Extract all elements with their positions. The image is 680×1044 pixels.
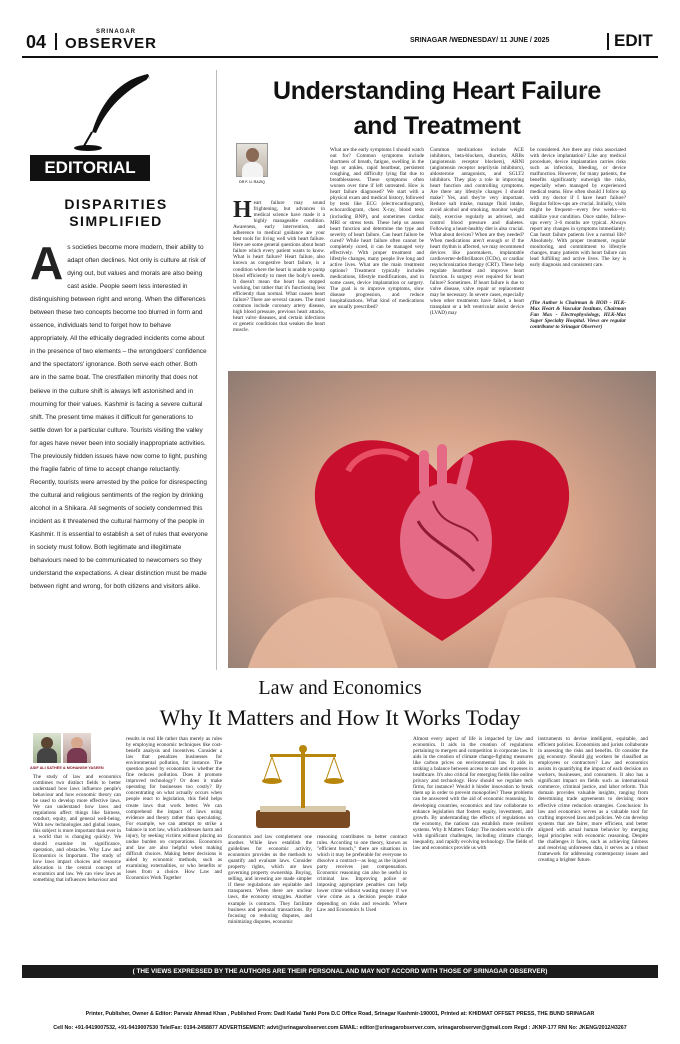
disclaimer-bar bbox=[22, 965, 658, 978]
law-col-6 bbox=[538, 736, 648, 956]
imprint-line-2: Cell No: +91-9419007532, +91-9419007530 Tele/Fax: 0194-2458877 ADVERTISEMENT: advt@srinagarobserver.com EMAIL: editor@srinagarobserver.com, srinagarobserver@gmail.com Regd : JKNP-177 RNI No: JKENG/2012/43267 bbox=[53, 1025, 627, 1031]
heart-byline: DR F. U. RAZIQ bbox=[239, 180, 265, 184]
editorial-title: DISPARITIES SIMPLIFIED bbox=[64, 196, 168, 229]
law-author-photos bbox=[33, 733, 91, 763]
author-photo-2 bbox=[63, 733, 91, 763]
quill-pen-icon bbox=[70, 70, 160, 152]
heart-col-1-text: eart failure may sound frightening, but advances in medical science have made it a highly manageable condition. Awareness, early intervention, and adherence to medical guidance are your best tools for living well with heart failure. Here are some general questions about heart failure which every patient wants to know. What is heart failure? Heart failure, also known as congestive heart failure, is a condition where the heart is unable to pump blood efficiently to meet the body's needs. It doesn't mean the heart has stopped working, but rather that it's functioning less efficiently than normal. What causes heart failure? There are several causes. The most common include coronary artery disease, high blood pressure, previous heart attacks, heart valve diseases, and certain infections or genetic conditions that weaken the heart muscle. bbox=[233, 200, 325, 333]
scales-of-justice-icon bbox=[248, 740, 358, 832]
header-divider-right bbox=[607, 33, 609, 50]
editorial-label: EDITORIAL bbox=[30, 155, 150, 181]
heart-headline-2: and Treatment bbox=[353, 112, 521, 140]
law-col-4-text: reasoning contributes to better contract rules. According to one theory, known as "efficient breach," there are situations in which it may be preferable for everyone to dissolve a contract—as long as the injured party receives just compensation. Economic reasoning can also be useful in criminal law. Improving police or imposing appropriate penalties can help lower crime without wasting money if we view crime as a decision people make depending on risks and rewards. Where Law and Economics Is Used bbox=[317, 834, 407, 913]
disclaimer-text: ( THE VIEWS EXPRESSED BY THE AUTHORS ARE THEIR PERSONAL AND MAY NOT ACCORD WITH THOSE OF SRINAGAR OBSERVER) bbox=[132, 968, 548, 975]
page-header bbox=[22, 28, 658, 54]
brand-top: SRINAGAR bbox=[96, 29, 137, 35]
heart-col-4-text: be considered. Are there any risks associated with device implantation? Like any medical procedure, device implantation carries risks such as infection, bleeding, or device malfunction. However, for many patients, the benefits significantly outweigh the risks, especially when managed by experienced medical teams. How often should I follow up with my doctor if I have heart failure? Regular follow-ups are crucial. Initially, visits might be frequent—every few weeks—to stabilize your condition. Once stable, follow-ups every 3–6 months are typical. Always report any changes in symptoms immediately. Can heart failure patients live a normal life? Absolutely. With proper treatment, regular monitoring, and commitment to lifestyle changes, many patients with heart failure can lead fulfilling and active lives. The key is early diagnosis and consistent care. bbox=[530, 147, 626, 268]
editorial-body: s societies become more modern, their ability to adapt often declines. Not only is culture at risk of dying out, but values and morals are also being cast aside. People seem less interested in distinguishing between right and wrong. When the differences between these two concepts become too blurred in form and essence, individuals tend to forget how to behave appropriately. All the ethically degraded incidents come about in the presence of two elements – the wrongdoers' confidence and the spectators' ignorance. Both serve each other. Both are in the same boat. The crestfallen minority that does not believe in the culture shift is always left astonished and in mourning for their values. Kashmir is facing a severe cultural shift. The present time makes it difficult for generations to settle down for a particular culture. Tourists visiting the valley for ages have never been into socially inappropriate activities. The previously hidden issues have now come to light, pushing the fragile fabric of time to accept change reluctantly. Recently, tourists were arrested by the police for disrespecting the cultural and religious sentiments of the region by drinking alcohol in a Shikara. All segments of society condemned this incident as it threatened the cultural harmony of the people in Kashmir. It is essential to establish a set of rules that everyone in society must follow. Both legitimate and illegitimate behaviours need to be communicated to newcomers so they understand the expectations. A clear distinction must be made between right and wrong, for both citizens and visitors alike. bbox=[30, 244, 208, 591]
page-number: 04 bbox=[26, 32, 47, 52]
heart-col-3-text: Common medications include ACE inhibitors, beta-blockers, diuretics, ARBs (angiotensin receptor blockers), ARNI (angiotensin receptor neprilysin inhibitors), aldosterone antagonists, and SGLT2 inhibitors. They play a role in improving heart function and controlling symptoms. Are there any lifestyle changes I should make? Yes, and they're very important. Reduce salt intake, manage fluid intake, avoid alcohol and smoking, monitor weight daily, exercise regularly as advised, and control blood pressure and diabetes. Following a heart-healthy diet is also crucial. What about devices? When are they needed? When medications aren't enough or if the heart rhythm is affected, we may recommend devices like pacemakers, implantable cardioverter-defibrillators (ICDs), or cardiac resynchronization therapy (CRT). These help regulate heartbeat and improve heart function. Is surgery ever required for heart failure? Sometimes. If heart failure is due to valve disease, valve repair or replacement may be necessary. In severe cases, especially when other treatments have failed, a heart transplant or a left ventricular assist device (LVAD) may bbox=[430, 147, 524, 317]
law-col-3-text: Economics and law complement one another. While laws establish the guidelines for economic activity, economics provides us the methods to quantify and evaluate laws. Consider property rights, which are laws governing property ownership. Buying, selling, and investing are made simpler if these regulations are equitable and transparent. When there are unclear laws, the economy struggles. Another example is contracts. They facilitate business and personal transactions. By focusing on reducing disputes, and minimizing disputes, economic bbox=[228, 834, 312, 925]
editorial-divider bbox=[216, 70, 217, 670]
imprint-line-1: Printer, Publisher, Owner & Editor: Parvaiz Ahmad Khan , Published From: Dadi Kadal Tanki Pora D.C Office Road, Srinagar Kashmir-190001, Printed at: KHIDMAT OFFSET PRESS, THE BUND SRINAGAR bbox=[85, 1011, 595, 1017]
law-byline: ASIF ALI SATHEE & MOHANISH YASEEN bbox=[30, 766, 104, 770]
heart-col-3 bbox=[430, 147, 524, 370]
law-col-4 bbox=[317, 834, 407, 956]
dateline: SRINAGAR /WEDNESDAY/ 11 JUNE / 2025 bbox=[410, 37, 550, 44]
header-divider bbox=[55, 33, 57, 50]
law-col-1-text: The study of law and economics combines two distinct fields to better understand how laws influence people's behaviour and how economic theory can be used to develop more effective laws. We can understand how laws and regulations affect things like fairness, conduct, equity, and general well-being. With new technologies and global issues, this subject is more important than ever in a world that is changing quickly. We should examine its significance, operation, and obstacles. Why Law and Economics is Important. The study of how laws impact choices and resource allocation is the central concept of economics and law. We can view laws as something that influences behaviour and bbox=[33, 774, 121, 883]
header-rule bbox=[22, 56, 658, 58]
law-col-1 bbox=[33, 774, 121, 956]
law-col-5 bbox=[413, 736, 533, 956]
brand-name: OBSERVER bbox=[65, 35, 157, 52]
law-col-5-text: Almost every aspect of life is impacted by law and economics. It aids in the creation of regulations pertaining to mergers and competition in corporate law. It aids in the creation of climate change-fighting measures like carbon prices on environmental law. It aids in striking a balance between access to care and expenses in healthcare. It's also critical for emerging fields like online privacy and technology. How should we regulate tech firms, for instance? Would it hinder innovation to break them up in order to prevent monopolies? These problems can be answered with the aid of economic reasoning. In developing countries, economics and law collaborate to enhance legislation that fosters equity, investment, and growth. By understanding the effects of regulations on the economy, the nations can establish more resilient systems. Why It Matters Today: The modern world is rife with significant challenges, including climate change, inequality, and rapidly evolving technology. The fields of law and economics provide us with bbox=[413, 736, 533, 851]
heart-col-4 bbox=[530, 147, 626, 297]
heart-headline-1: Understanding Heart Failure bbox=[272, 77, 602, 105]
heart-drop-cap: H bbox=[233, 200, 252, 223]
editorial-body-block bbox=[30, 241, 208, 666]
heart-image bbox=[228, 371, 656, 668]
law-col-2-text: results in real life rather than merely as rules by employing economic techniques like cost-benefit analysis and incentives. Consider a law that penalizes businesses for environmental pollution, for instance. The question posed by economists is whether the fine reduces pollution. Does it promote improved technology? Or does it make operating for businesses too costly? By concentrating on what actually occurs when people react to legislation, this field helps create laws that work better. We can comprehend the impact of laws using evidence and theory rather than speculating. For example, we can attempt to strike a balance in tort law, which addresses harm and injury, by seeking victims without placing an undue burden on corporations. Economics and law are also helpful when making difficult choices. Making better decisions is aided by economic methods, such as examining externalities, or who benefits or loses from a choice. How Law and Economics Work Together bbox=[126, 736, 222, 882]
law-headline-1: Law and Economics bbox=[258, 677, 422, 699]
heart-author-note-text: (The Author is Chairman & HOD - HLK-Max Heart & Vascular Institute, Chairman Fan Max - Electrophysiology, HLK-Max Super Specialty Hospital. Views are regular contributor to Srinagar Observer) bbox=[530, 300, 626, 331]
heart-col-2 bbox=[330, 147, 424, 370]
law-headline-2: Why It Matters and How It Works Today bbox=[159, 705, 521, 730]
heart-col-2-text: What are the early symptoms I should watch out for? Common symptoms include shortness of breath, fatigue, swelling in the legs or ankles, rapid heartbeat, persistent coughing, and difficulty lying flat due to breathlessness. These symptoms often worsen over time if left untreated. How is heart failure diagnosed? We start with a physical exam and medical history, followed by tests like ECG (electrocardiogram), echocardiogram, chest X-ray, blood tests (including BNP), and sometimes cardiac MRI or stress tests. These help us assess heart function and determine the type and severity of heart failure. Can heart failure be cured? While heart failure often cannot be completely cured, it can be managed very effectively. With proper treatment and lifestyle changes, many people live long and active lives. What are the main treatment options? Treatment typically includes medications, lifestyle modifications, and in some cases, device implantation or surgery. The goal is to improve symptoms, slow disease progression, and reduce hospitalizations. What kind of medications are usually prescribed? bbox=[330, 147, 424, 311]
law-col-3 bbox=[228, 834, 312, 956]
editorial-drop-cap: A bbox=[30, 241, 64, 289]
heart-author-note bbox=[530, 300, 626, 368]
section-label: EDIT bbox=[614, 31, 653, 50]
heart-col-1 bbox=[233, 200, 325, 370]
author-photo-1 bbox=[33, 733, 61, 763]
law-col-6-text: instruments to devise intelligent, equitable, and efficient policies. Economists and jurists collaborate in assessing the risks and benefits. Or consider the gig economy. Should gig workers be classified as employees or contractors? Law and economics assists in quantifying the impact of each decision on workers, businesses, and consumers. It also has a significant impact on fields such as international commerce, criminal justice, and labor reform. This domain provides valuable insights, ranging from determining trade agreements to devising more effective crime reduction strategies. Conclusion: In law and economics serves as a valuable tool for crafting improved laws and policies. We can develop systems that are fairer, more efficient, and better aligned with actual human behavior by merging legal principles with economic reasoning. Despite the challenges it faces, such as achieving fairness and resolving unforeseen data, it serves as a robust framework for addressing contemporary issues and creating a brighter future. bbox=[538, 736, 648, 863]
author-photo bbox=[236, 143, 268, 177]
law-col-2 bbox=[126, 736, 222, 956]
